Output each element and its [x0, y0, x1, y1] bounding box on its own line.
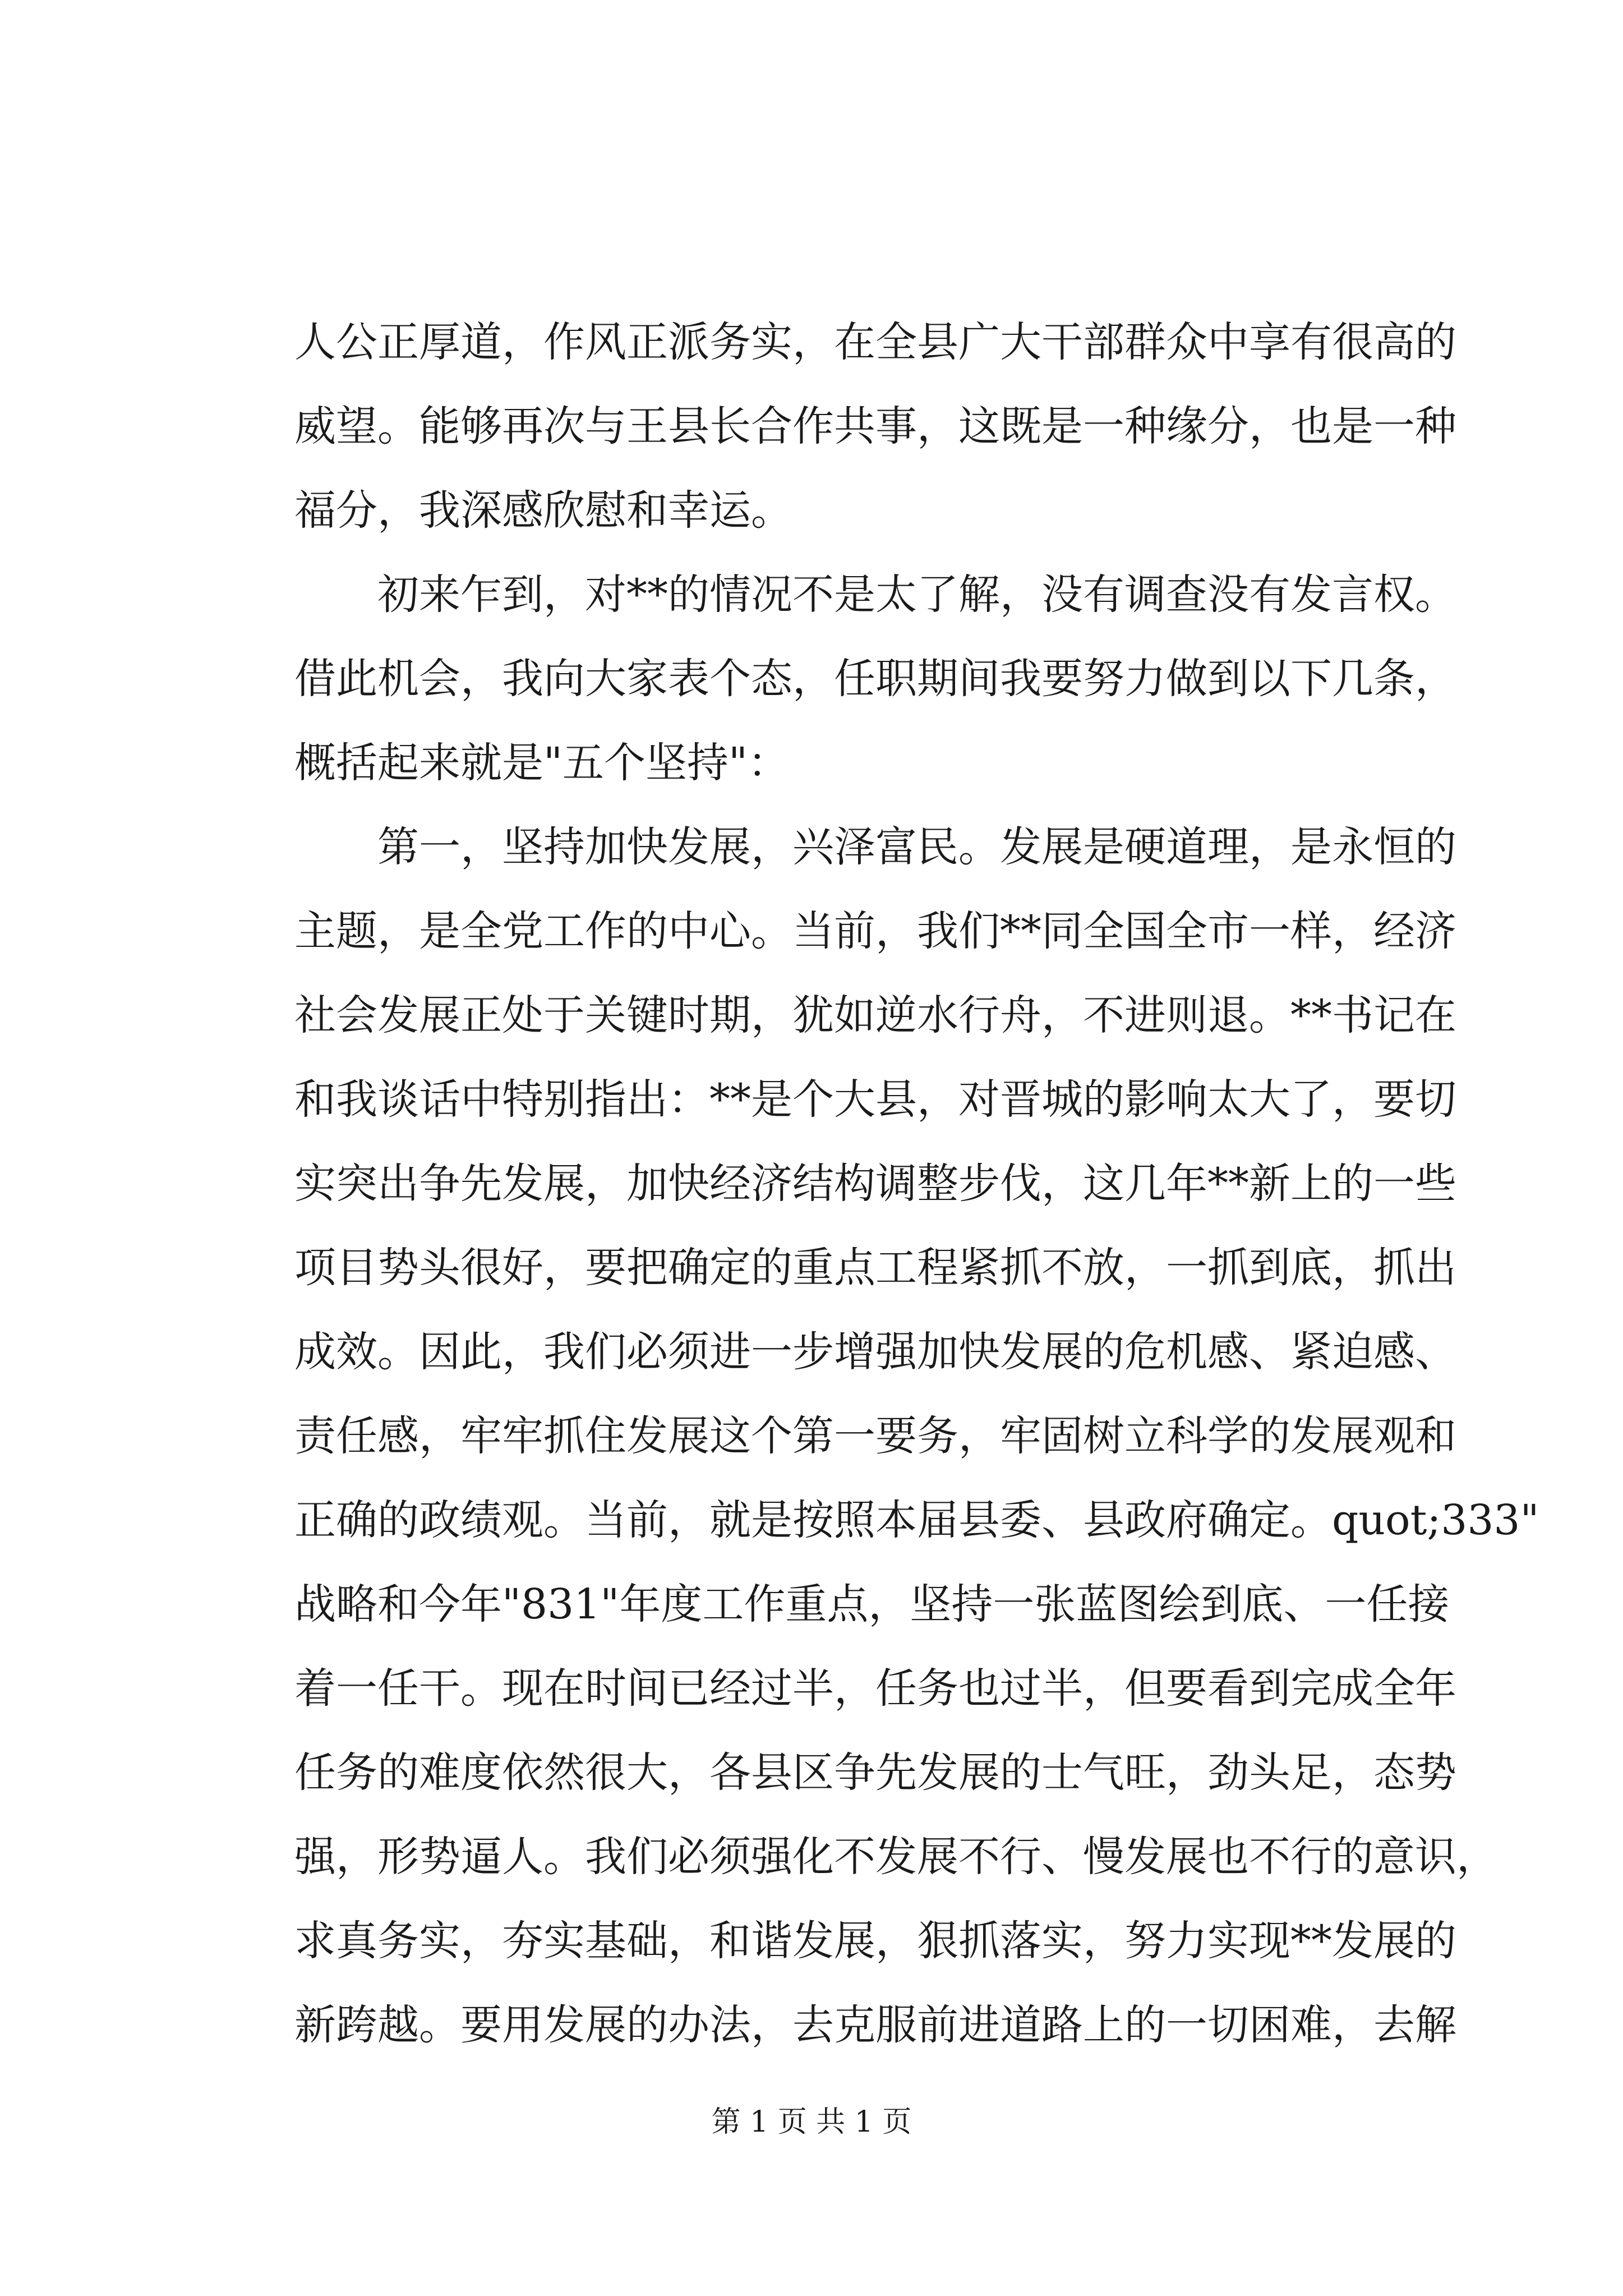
text-line: 求真务实，夯实基础，和谐发展，狠抓落实，努力实现**发展的 [294, 1917, 1456, 1965]
text-line: 实突出争先发展，加快经济结构调整步伐，这几年**新上的一些 [294, 1159, 1456, 1208]
text-line: 责任感，牢牢抓住发展这个第一要务，牢固树立科学的发展观和 [294, 1412, 1456, 1460]
text-line: 福分，我深感欣慰和幸运。 [294, 486, 792, 535]
text-line: 着一任干。现在时间已经过半，任务也过半，但要看到完成全年 [294, 1664, 1456, 1713]
text-line: 和我谈话中特别指出：**是个大县，对晋城的影响太大了，要切 [294, 1075, 1456, 1124]
text-line: 概括起来就是"五个坚持"： [294, 739, 790, 787]
text-line: 新跨越。要用发展的办法，去克服前进道路上的一切困难，去解 [294, 2001, 1456, 2049]
document-body [294, 300, 1539, 2067]
page-number: 第 1 页 共 1 页 [711, 2105, 912, 2139]
text-line: 社会发展正处于关键时期，犹如逆水行舟，不进则退。**书记在 [294, 991, 1456, 1039]
text-line: 初来乍到，对**的情况不是太了解，没有调查没有发言权。 [377, 570, 1456, 619]
text-line: 成效。因此，我们必须进一步增强加快发展的危机感、紧迫感、 [294, 1328, 1456, 1376]
text-line: 威望。能够再次与王县长合作共事，这既是一种缘分，也是一种 [294, 402, 1456, 450]
text-line: 任务的难度依然很大，各县区争先发展的士气旺，劲头足，态势 [294, 1749, 1456, 1797]
text-line: 借此机会，我向大家表个态，任职期间我要努力做到以下几条， [294, 655, 1456, 703]
text-line: 第一，坚持加快发展，兴泽富民。发展是硬道理，是永恒的 [377, 823, 1456, 871]
text-line: 项目势头很好，要把确定的重点工程紧抓不放，一抓到底，抓出 [294, 1244, 1456, 1292]
text-line: 人公正厚道，作风正派务实，在全县广大干部群众中享有很高的 [294, 318, 1456, 366]
page-footer [0, 2098, 1623, 2140]
text-line: 正确的政绩观。当前，就是按照本届县委、县政府确定。quot;333" [294, 1496, 1539, 1544]
text-line: 战略和今年"831"年度工作重点，坚持一张蓝图绘到底、一任接 [294, 1580, 1450, 1628]
text-line: 强，形势逼人。我们必须强化不发展不行、慢发展也不行的意识， [294, 1833, 1498, 1881]
text-line: 主题，是全党工作的中心。当前，我们**同全国全市一样，经济 [294, 907, 1456, 955]
